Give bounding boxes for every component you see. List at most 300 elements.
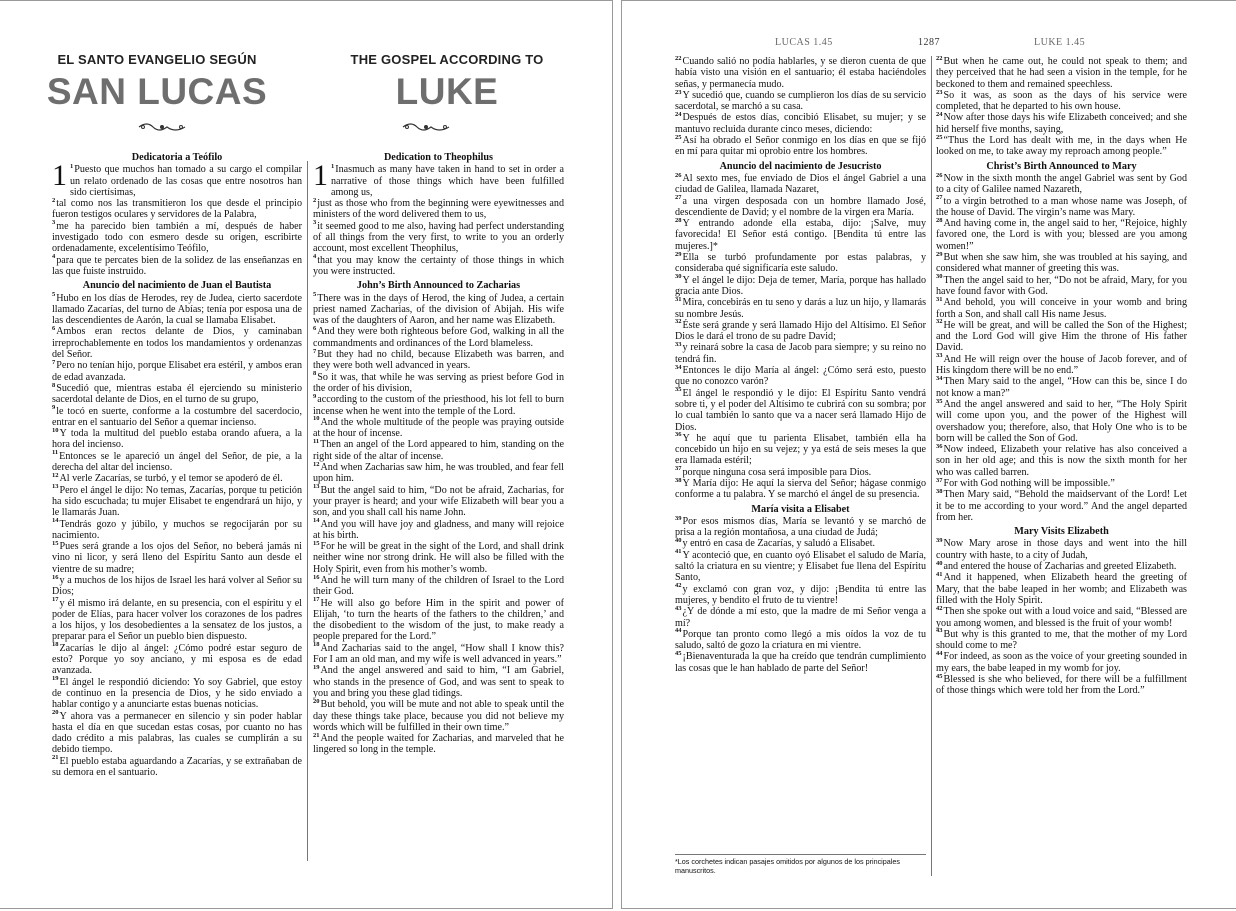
verse-text: just as those who from the beginning were eyewitnesses and ministers of the word delivered them to us,: [313, 198, 564, 221]
verse-text: There was in the days of Herod, the king of Judea, a certain priest named Zacharias, of the division of Abijah. His wife was of the daughters of Aaron, and her name was Elizabeth.: [313, 292, 564, 327]
verse-number: 26: [936, 171, 943, 179]
verse-text: Y el ángel le dijo: Deja de temer, María, porque has hallado gracia ante Dios.: [675, 274, 926, 297]
verse-text: Pues será grande a los ojos del Señor, no beberá jamás ni vino ni licor, y será lleno del Espíritu Santo aun desde el vientre de su madre;: [52, 541, 302, 575]
verse-number: 37: [936, 476, 943, 484]
verse-number: 17: [52, 596, 59, 604]
verse-text: to a virgin betrothed to a man whose name was Joseph, of the house of David. The virgin’s name was Mary.: [936, 195, 1187, 218]
verse-number: 35: [675, 386, 682, 394]
verse-number: 5: [313, 291, 317, 299]
verse-number: 14: [313, 517, 320, 525]
verse-text: Now indeed, Elizabeth your relative has also conceived a son in her old age; and this is now the sixth month for her who was called barren.: [936, 444, 1187, 478]
verse-number: 34: [675, 363, 682, 371]
spanish-title-small: EL SANTO EVANGELIO SEGÚN: [57, 52, 257, 67]
verse-number: 27: [936, 194, 943, 202]
verse-text: Ella se turbó profundamente por estas palabras, y consideraba qué significaría este saludo.: [675, 252, 926, 275]
verse-number: 11: [52, 449, 59, 457]
verse-text: Y he aquí que tu parienta Elisabet, también ella ha concebido un hijo en su vejez; y ya está de seis meses la que era llamada estéril;: [675, 432, 926, 467]
verse-number: 12: [313, 460, 320, 468]
verse-number: 20: [313, 697, 320, 705]
verse: [936, 651, 1187, 674]
verse-number: 28: [675, 216, 682, 224]
verse: [936, 275, 1187, 298]
verse-text: Y María dijo: He aquí la sierva del Señor; hágase conmigo conforme a tu palabra. Y se marchó el ángel de su presencia.: [675, 477, 926, 501]
verse-number: 30: [936, 273, 943, 281]
verse-text: Zacarías le dijo al ángel: ¿Cómo podré estar seguro de esto? Porque yo soy anciano, y mi esposa es de edad avanzada.: [52, 642, 302, 677]
verse-number: 45: [675, 650, 682, 658]
verse: [675, 606, 926, 629]
verse-text: Y ahora vas a permanecer en silencio y sin poder hablar hasta el día en que sucedan estas cosas, por cuanto no has dado crédito a mis palabras, las cuales se cumplirán a su debido tiempo.: [52, 710, 302, 756]
verse: [675, 550, 926, 584]
verse: [52, 360, 302, 383]
verse-number: 3: [52, 219, 56, 227]
verse: [936, 218, 1187, 252]
verse: [52, 451, 302, 474]
verse: [313, 485, 564, 519]
verse-text: Now Mary arose in those days and went into the hill country with haste, to a city of Judah,: [936, 538, 1187, 561]
verse-text: ¿Y de dónde a mí esto, que la madre de mi Señor venga a mí?: [675, 606, 926, 629]
verse-number: 31: [936, 295, 943, 303]
verse: [936, 135, 1187, 158]
verse-text: Sucedió que, mientras estaba él ejerciendo su ministerio sacerdotal delante de Dios, en el turno de su grupo,: [52, 382, 302, 406]
verse-text: So it was, that while he was serving as priest before God in the order of his division,: [313, 371, 564, 394]
verse: [936, 629, 1187, 652]
verse-text: le tocó en suerte, conforme a la costumbre del sacerdocio, entrar en el santuario del Señor a quemar incienso.: [52, 405, 302, 428]
verse-number: 8: [313, 370, 317, 378]
verse-text: And He will reign over the house of Jacob forever, and of His kingdom there will be no end.”: [936, 353, 1187, 377]
verse: [313, 541, 564, 575]
gutter: [613, 0, 621, 911]
verse-text: a una virgen desposada con un hombre llamado José, descendiente de David; y el nombre de la virgen era María.: [675, 195, 926, 218]
verse: [936, 354, 1187, 377]
verse-number: 19: [52, 675, 59, 683]
flourish-icon: [137, 120, 187, 134]
verse: [52, 383, 302, 406]
verse-number: 43: [675, 604, 682, 612]
verse-number: 27: [675, 194, 682, 202]
verse-text: Now in the sixth month the angel Gabriel was sent by God to a city of Galilee named Nazareth,: [936, 172, 1187, 196]
verse-number: 7: [313, 347, 317, 355]
section-heading: Dedication to Theophilus: [383, 152, 494, 163]
verse-text: So it was, as soon as the days of his service were completed, that he departed to his own house.: [936, 89, 1187, 113]
verse-number: 4: [313, 253, 317, 261]
verse-text: Then an angel of the Lord appeared to him, standing on the right side of the altar of incense.: [313, 439, 564, 462]
verse-number: 17: [313, 596, 320, 604]
verse: [52, 575, 302, 598]
verse-number: 39: [675, 514, 682, 522]
verse-number: 29: [675, 250, 682, 258]
verse-number: 37: [675, 465, 682, 473]
verse-text: Y aconteció que, en cuanto oyó Elisabet el saludo de María, saltó la criatura en su vientre; y Elisabet fue llena del Espíritu Santo,: [675, 549, 926, 584]
verse-number: 5: [52, 291, 56, 299]
verse-number: 32: [936, 318, 943, 326]
verse-text: y él mismo irá delante, en su presencia, con el espíritu y el poder de Elías, para hacer volver los corazones de los padres a los hijos, y los desobedientes a la sensatez de los justos, a preparar para el Señor un pueblo bien dispuesto.: [52, 597, 302, 643]
verse-text: y a muchos de los hijos de Israel les hará volver al Señor su Dios;: [52, 574, 302, 598]
verse-text: Y entrando adonde ella estaba, dijo: ¡Salve, muy favorecida! El Señor está contigo. [Bendita tú entre las mujeres.]*: [675, 218, 926, 252]
verse: [936, 56, 1187, 90]
verse: [936, 674, 1187, 697]
verse: [313, 665, 564, 699]
verse: [675, 196, 926, 219]
verse-number: 19: [313, 664, 320, 671]
english-title-big: LUKE: [395, 71, 499, 112]
verse-text: according to the custom of the priesthood, his lot fell to burn incense when he went into the temple of the Lord.: [313, 394, 564, 417]
verse-number: 36: [675, 431, 682, 439]
verse-text: He will also go before Him in the spirit and power of Elijah, ‘to turn the hearts of the fathers to the children,’ and the disobedient to the wisdom of the just, to make ready a people prepared for the Lord.”: [313, 597, 564, 643]
verse-text: And the angel answered and said to her, “The Holy Spirit will come upon you, and the power of the Highest will overshadow you; therefore, also, that Holy One who is to be born will be called the Son of God.: [936, 398, 1187, 444]
verse-number: 10: [313, 415, 320, 423]
verse-text: Then she spoke out with a loud voice and said, “Blessed are you among women, and blessed is the fruit of your womb!: [936, 606, 1187, 629]
verse-text: And the whole multitude of the people was praying outside at the hour of incense.: [313, 416, 564, 440]
verse-number: 45: [936, 672, 943, 680]
verse: [52, 406, 302, 429]
verse: [52, 519, 302, 542]
verse-number: 15: [313, 539, 320, 547]
chapter-number: 1: [52, 159, 67, 193]
verse: [675, 433, 926, 467]
section-heading: Christ’s Birth Announced to Mary: [986, 160, 1137, 172]
verse: [313, 221, 564, 255]
verse: [52, 198, 302, 221]
verse-text: me ha parecido bien también a mí, después de haber investigado todo con esmero desde su origen, escribirte ordenadamente, excelentísimo Teófilo,: [52, 220, 302, 255]
verse-text: Puesto que muchos han tomado a su cargo el compilar un relato ordenado de las cosas que entre nosotros han sido ciertísimas,: [70, 164, 302, 198]
verse: [675, 275, 926, 298]
verse-text: El ángel le respondió diciendo: Yo soy Gabriel, que estoy de continuo en la presencia de Dios, y he sido enviado a hablar contigo y a anunciarte estas buenas noticias.: [52, 676, 302, 711]
verse: [936, 538, 1187, 561]
verse: [675, 516, 926, 539]
verse-number: 16: [52, 573, 59, 581]
verse-text: Al verle Zacarías, se turbó, y el temor se apoderó de él.: [59, 473, 283, 485]
verse-number: 2: [52, 196, 56, 204]
verse-text: y reinará sobre la casa de Jacob para siempre; y su reino no tendrá fin.: [675, 342, 926, 365]
verse-number: 41: [675, 548, 682, 556]
footnote-rule: [675, 854, 926, 855]
verse-number: 25: [936, 133, 943, 141]
verse-text: And when Zacharias saw him, he was troubled, and fear fell upon him.: [313, 462, 564, 485]
verse-number: 33: [675, 341, 682, 349]
verse: [52, 598, 302, 643]
verse: [936, 606, 1187, 629]
verse-text: Hubo en los días de Herodes, rey de Judea, cierto sacerdote llamado Zacarías, del turno de Abías; tenía por esposa una de las descendientes de Aarón, la cual se llamaba Elisabet.: [52, 292, 302, 327]
verse: [52, 293, 302, 327]
verse-number: 34: [936, 374, 943, 382]
verse: [936, 572, 1187, 606]
verse: [313, 598, 564, 643]
verse: [52, 159, 302, 198]
verse-text: And it happened, when Elizabeth heard the greeting of Mary, that the babe leaped in her womb; and Elizabeth was filled with the Holy Spirit.: [936, 572, 1187, 606]
verse-text: Pero no tenían hijo, porque Elisabet era estéril, y ambos eran de edad avanzada.: [52, 360, 302, 383]
verse-number: 12: [52, 471, 59, 479]
verse-text: y exclamó con gran voz, y dijo: ¡Bendita tú entre las mujeres, y bendito el fruto de tu vientre!: [675, 583, 926, 606]
verse: [675, 538, 926, 549]
verse-number: 6: [52, 325, 56, 333]
verse-number: 22: [675, 56, 682, 62]
verse: [52, 711, 302, 756]
verse: [313, 575, 564, 598]
verse-text: Porque tan pronto como llegó a mis oídos la voz de tu saludo, saltó de gozo la criatura en mi vientre.: [675, 628, 926, 652]
verse: [936, 376, 1187, 399]
verse: [936, 489, 1187, 523]
verse-text: ¡Bienaventurada la que ha creído que tendrán cumplimiento las cosas que le han hablado de parte del Señor!: [675, 651, 926, 674]
column-divider: [931, 56, 932, 876]
running-head-right: LUKE 1.45: [1034, 37, 1086, 48]
verse-number: 30: [675, 273, 682, 281]
verse-text: Then the angel said to her, “Do not be afraid, Mary, for you have found favor with God.: [936, 274, 1187, 297]
verse: [313, 462, 564, 485]
verse-number: 24: [936, 111, 943, 119]
verse: [675, 252, 926, 275]
section-heading: Anuncio del nacimiento de Jesucristo: [719, 160, 882, 172]
verse-text: Entonces le dijo María al ángel: ¿Cómo será esto, puesto que no conozco varón?: [675, 365, 926, 388]
verse: [675, 467, 926, 478]
verse: [936, 320, 1187, 354]
verse-number: 1: [70, 162, 74, 170]
verse: [52, 677, 302, 711]
verse: [313, 255, 564, 278]
verse: [936, 173, 1187, 196]
verse: [936, 112, 1187, 135]
spanish-column-left-page: [52, 152, 302, 862]
verse-number: 9: [52, 404, 56, 412]
verse: [313, 372, 564, 395]
verse-text: But the angel said to him, “Do not be afraid, Zacharias, for your prayer is heard; and your wife Elizabeth will bear you a son, and you shall call his name John.: [313, 484, 564, 519]
verse-text: And they were both righteous before God, walking in all the commandments and ordinances of the Lord blameless.: [313, 326, 564, 349]
column-divider: [307, 161, 308, 861]
verse: [936, 561, 1187, 572]
verse-text: and entered the house of Zacharias and greeted Elizabeth.: [943, 561, 1177, 573]
verse-number: 11: [313, 438, 320, 446]
verse: [313, 326, 564, 349]
verse-number: 25: [675, 133, 682, 141]
verse: [52, 255, 302, 278]
verse-text: Cuando salió no podía hablarles, y se dieron cuenta de que había visto una visión en el santuario; él estaba haciéndoles señas, y permanecía mudo.: [675, 56, 926, 90]
verse: [675, 342, 926, 365]
verse: [52, 485, 302, 519]
verse-text: it seemed good to me also, having had perfect understanding of all things from the very first, to write to you an orderly account, most excellent Theophilus,: [313, 220, 564, 255]
verse-number: 31: [675, 295, 682, 303]
verse-text: For indeed, as soon as the voice of your greeting sounded in my ears, the babe leaped in my womb for joy.: [936, 651, 1187, 674]
verse-text: And the people waited for Zacharias, and marveled that he lingered so long in the temple.: [313, 733, 564, 756]
verse-text: Por esos mismos días, María se levantó y se marchó de prisa a la región montañosa, a una ciudad de Judá;: [675, 515, 926, 539]
verse-text: Then Mary said to the angel, “How can this be, since I do not know a man?”: [936, 376, 1187, 399]
verse: [313, 417, 564, 440]
verse-number: 23: [936, 88, 943, 96]
ornament-left: [137, 120, 187, 138]
verse: [313, 439, 564, 462]
verse-text: But when he came out, he could not speak to them; and they perceived that he had seen a vision in the temple, for he beckoned to them and remained speechless.: [936, 56, 1187, 90]
verse: [675, 112, 926, 135]
spanish-title-big: SAN LUCAS: [46, 71, 268, 112]
verse-number: 41: [936, 571, 943, 578]
verse-text: Y toda la multitud del pueblo estaba orando afuera, a la hora del incienso.: [52, 428, 302, 451]
verse-text: And you will have joy and gladness, and many will rejoice at his birth.: [313, 518, 564, 541]
right-page: [621, 0, 1236, 909]
verse: [313, 699, 564, 733]
verse-text: Ambos eran rectos delante de Dios, y caminaban irreprochablemente en todos los mandamientos y ordenanzas del Señor.: [52, 326, 302, 361]
verse-text: And the angel answered and said to him, “I am Gabriel, who stands in the presence of God, and was sent to speak to you and bring you these glad tidings.: [313, 665, 564, 699]
verse-number: 26: [675, 171, 682, 179]
verse-number: 3: [313, 219, 317, 227]
english-title-small: THE GOSPEL ACCORDING TO: [350, 52, 544, 67]
verse-text: El pueblo estaba aguardando a Zacarías, y se extrañaban de su demora en el santuario.: [52, 755, 302, 779]
verse-number: 18: [52, 641, 59, 649]
english-column-left-page: [313, 152, 564, 877]
verse-number: 7: [52, 358, 56, 366]
verse-text: “Thus the Lord has dealt with me, in the days when He looked on me, to take away my reproach among people.”: [936, 135, 1187, 158]
verse-text: And behold, you will conceive in your womb and bring forth a Son, and shall call His name Jesus.: [936, 297, 1187, 320]
section-heading: Dedicatoria a Teófilo: [131, 152, 223, 163]
verse-text: For he will be great in the sight of the Lord, and shall drink neither wine nor strong drink. He will also be filled with the Holy Spirit, even from his mother’s womb.: [313, 541, 564, 575]
verse-text: tal como nos las transmitieron los que desde el principio fueron testigos oculares y servidores de la Palabra,: [52, 198, 302, 221]
footnote: *Los corchetes indican pasajes omitidos por algunos de los principales manuscritos.: [675, 857, 900, 875]
verse: [313, 349, 564, 372]
verse-text: Y sucedió que, cuando se cumplieron los días de su servicio sacerdotal, se marchó a su casa.: [675, 89, 926, 113]
verse-number: 42: [936, 604, 943, 612]
verse: [936, 297, 1187, 320]
flourish-icon: [401, 120, 451, 134]
verse: [936, 478, 1187, 489]
chapter-number: 1: [313, 159, 328, 193]
verse: [675, 297, 926, 320]
verse-number: 9: [313, 392, 317, 400]
verse-text: that you may know the certainty of those things in which you were instructed.: [313, 254, 564, 277]
verse: [313, 293, 564, 327]
verse-number: 40: [936, 559, 943, 567]
verse-number: 21: [313, 731, 320, 739]
verse-number: 43: [936, 627, 943, 635]
verse: [313, 198, 564, 221]
verse-number: 36: [936, 442, 943, 450]
verse-number: 15: [52, 539, 59, 547]
verse: [675, 478, 926, 501]
verse: [313, 733, 564, 756]
verse-text: Now after those days his wife Elizabeth conceived; and she hid herself five months, saying,: [936, 112, 1187, 135]
verse-text: Then Mary said, “Behold the maidservant of the Lord! Let it be to me according to your word.” And the angel departed from her.: [936, 489, 1187, 523]
verse: [675, 651, 926, 674]
verse-number: 23: [675, 88, 682, 96]
verse: [675, 218, 926, 252]
verse-text: Así ha obrado el Señor conmigo en los días en que se fijó en mí para quitar mi oprobio entre los hombres.: [675, 135, 926, 158]
verse-text: Al sexto mes, fue enviado de Dios el ángel Gabriel a una ciudad de Galilea, llamada Nazaret,: [675, 172, 926, 196]
verse-text: El ángel le respondió y le dijo: El Espíritu Santo vendrá sobre ti, y el poder del Altísimo te cubrirá con su sombra; por lo cual también lo santo que va a nacer será llamado Hijo de Dios.: [675, 387, 926, 433]
verse: [936, 90, 1187, 113]
section-heading: John’s Birth Announced to Zacharias: [356, 280, 521, 292]
verse-text: Mira, concebirás en tu seno y darás a luz un hijo, y llamarás su nombre Jesús.: [675, 297, 926, 320]
verse-number: 35: [936, 397, 943, 405]
verse-number: 38: [675, 476, 682, 484]
verse-text: For with God nothing will be impossible.”: [943, 477, 1115, 489]
verse-number: 10: [52, 426, 59, 434]
left-page: [0, 0, 613, 909]
verse-text: para que te percates bien de la solidez de las enseñanzas en las que fuiste instruido.: [52, 254, 302, 277]
verse: [52, 541, 302, 575]
verse-text: porque ninguna cosa será imposible para Dios.: [682, 466, 872, 478]
verse: [675, 584, 926, 607]
verse-number: 42: [675, 582, 682, 590]
verse-number: 21: [52, 754, 59, 762]
verse: [313, 159, 564, 198]
verse: [675, 90, 926, 113]
verse: [675, 320, 926, 343]
verse: [52, 643, 302, 677]
verse-number: 33: [936, 352, 943, 360]
verse-text: He will be great, and will be called the Son of the Highest; and the Lord God will give Him the throne of His father David.: [936, 319, 1187, 354]
verse-number: 24: [675, 111, 682, 119]
verse-number: 39: [936, 537, 943, 545]
verse: [936, 399, 1187, 444]
verse-number: 1: [331, 162, 335, 170]
verse-number: 6: [313, 325, 317, 333]
verse-text: Éste será grande y será llamado Hijo del Altísimo. El Señor Dios le dará el trono de su padre David;: [675, 319, 926, 343]
verse-number: 20: [52, 709, 59, 717]
section-heading: Mary Visits Elizabeth: [1014, 526, 1109, 538]
verse: [675, 388, 926, 433]
verse-text: Tendrás gozo y júbilo, y muchos se regocijarán por su nacimiento.: [52, 518, 302, 541]
verse: [313, 643, 564, 666]
verse-text: And he will turn many of the children of Israel to the Lord their God.: [313, 574, 564, 598]
english-column-right-page: [936, 56, 1187, 816]
verse-text: Blessed is she who believed, for there will be a fulfillment of those things which were told her from the Lord.”: [936, 674, 1187, 697]
verse-number: 2: [313, 196, 317, 204]
verse: [52, 473, 302, 484]
verse-text: But behold, you will be mute and not able to speak until the day these things take place, because you did not believe my words which will be fulfilled in their own time.”: [313, 699, 564, 733]
verse: [675, 135, 926, 158]
verse-text: But why is this granted to me, that the mother of my Lord should come to me?: [936, 628, 1187, 652]
page-number: 1287: [918, 37, 940, 48]
verse-number: 44: [936, 650, 943, 658]
verse-number: 29: [936, 250, 943, 258]
verse-number: 13: [313, 483, 320, 491]
verse-number: 18: [313, 641, 320, 649]
verse: [936, 196, 1187, 219]
verse-text: y entró en casa de Zacarías, y saludó a Elisabet.: [682, 538, 876, 550]
verse-number: 32: [675, 318, 682, 326]
verse-number: 8: [52, 381, 56, 389]
verse-number: 44: [675, 627, 682, 635]
verse: [675, 56, 926, 90]
verse: [936, 444, 1187, 478]
verse-number: 22: [936, 56, 943, 62]
verse: [313, 519, 564, 542]
verse-text: But they had no child, because Elizabeth was barren, and they were both well advanced in years.: [313, 349, 564, 372]
spanish-column-right-page: [675, 56, 926, 786]
verse-text: And having come in, the angel said to her, “Rejoice, highly favored one, the Lord is with you; blessed are you among women!”: [936, 218, 1187, 252]
verse: [313, 394, 564, 417]
verse-number: 38: [936, 487, 943, 495]
verse-number: 40: [675, 537, 682, 545]
verse: [52, 756, 302, 779]
section-heading: Anuncio del nacimiento de Juan el Bautista: [82, 280, 272, 292]
verse-number: 28: [936, 216, 943, 224]
running-head-left: LUCAS 1.45: [775, 37, 833, 48]
verse-text: But when she saw him, she was troubled at his saying, and considered what manner of greeting this was.: [936, 252, 1187, 275]
verse: [52, 326, 302, 360]
verse: [936, 252, 1187, 275]
verse-text: Inasmuch as many have taken in hand to set in order a narrative of those things which have been fulfilled among us,: [331, 164, 564, 198]
verse-number: 14: [52, 517, 59, 525]
verse-text: Entonces se le apareció un ángel del Señor, de pie, a la derecha del altar del incienso.: [52, 450, 302, 474]
verse: [52, 221, 302, 255]
verse-text: And Zacharias said to the angel, “How shall I know this? For I am an old man, and my wife is well advanced in years.”: [313, 642, 564, 666]
verse: [675, 173, 926, 196]
verse-number: 13: [52, 483, 59, 491]
verse-number: 16: [313, 573, 320, 581]
section-heading: María visita a Elisabet: [751, 503, 850, 515]
ornament-right: [401, 120, 451, 138]
verse-text: Después de estos días, concibió Elisabet, su mujer; y se mantuvo recluida durante cinco meses, diciendo:: [675, 112, 926, 135]
verse-text: Pero el ángel le dijo: No temas, Zacarías, porque tu petición ha sido escuchada; tu mujer Elisabet te engendrará un hijo, y le llamarás Juan.: [52, 484, 302, 519]
verse: [52, 428, 302, 451]
verse: [675, 629, 926, 652]
